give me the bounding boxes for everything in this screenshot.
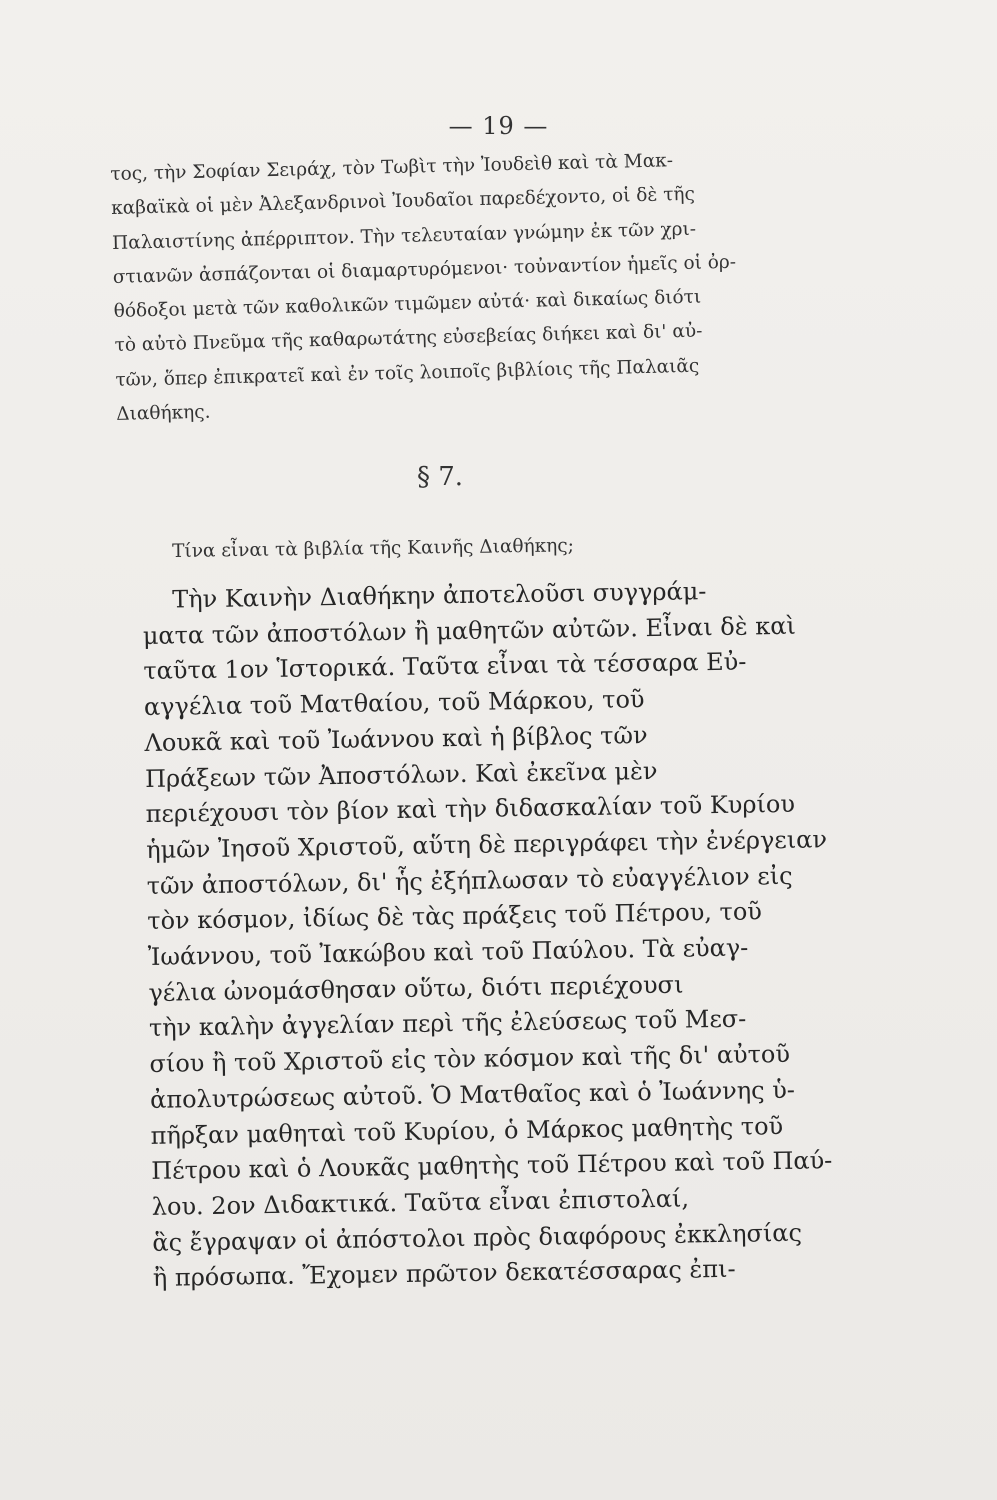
- text-line: τῶν, ὅπερ ἐπικρατεῖ καὶ ἐν τοῖς λοιποῖς βιβλίοις τῆς Παλαιᾶς: [115, 355, 700, 391]
- text-line: καβαϊκὰ οἱ μὲν Ἀλεξανδρινοὶ Ἰουδαῖοι παρεδέχοντο, οἱ δὲ τῆς: [110, 184, 696, 220]
- text-line: ἀπολυτρώσεως αὐτοῦ. Ὁ Ματθαῖος καὶ ὁ Ἰωάννης ὑ-: [149, 1075, 796, 1114]
- text-line: τὴν καλὴν ἀγγελίαν περὶ τῆς ἐλεύσεως τοῦ Μεσ-: [148, 1005, 747, 1043]
- text-line: Πέτρου καὶ ὁ Λουκᾶς μαθητὴς τοῦ Πέτρου καὶ τοῦ Παύ-: [151, 1146, 833, 1186]
- text-line: Πράξεων τῶν Ἀποστόλων. Καὶ ἐκεῖνα μὲν: [144, 756, 658, 793]
- text-line: ἢ πρόσωπα. Ἔχομεν πρῶτον δεκατέσσαρας ἐπι-: [152, 1255, 736, 1293]
- text-line: αγγέλια τοῦ Ματθαίου, τοῦ Μάρκου, τοῦ: [143, 685, 645, 722]
- page-number: — 19 —: [448, 112, 549, 140]
- text-line: ἡμῶν Ἰησοῦ Χριστοῦ, αὕτη δὲ περιγράφει τὴν ἐνέργειαν: [145, 825, 828, 864]
- text-line: Λουκᾶ καὶ τοῦ Ἰωάννου καὶ ἡ βίβλος τῶν: [144, 720, 648, 757]
- text-line: στιανῶν ἀσπάζονται οἱ διαμαρτυρόμενοι· τοὐναντίον ἡμεῖς οἱ ὀρ-: [112, 251, 737, 288]
- text-line: σίου ἢ τοῦ Χριστοῦ εἰς τὸν κόσμον καὶ τῆς δι' αὐτοῦ: [149, 1040, 791, 1079]
- text-line: Τὴν Καινὴν Διαθήκην ἀποτελοῦσι συγγράμ-: [172, 577, 707, 614]
- text-line: τος, τὴν Σοφίαν Σειράχ, τὸν Τωβὶτ τὴν Ἰουδεὶθ καὶ τὰ Μακ-: [110, 150, 674, 185]
- text-line: Διαθήκης.: [116, 401, 211, 425]
- text-line: τῶν ἀποστόλων, δι' ἧς ἐξήπλωσαν τὸ εὐαγγέλιον εἰς: [146, 861, 793, 900]
- text-line: γέλια ὠνομάσθησαν οὕτω, διότι περιέχουσι: [148, 970, 684, 1007]
- text-line: ματα τῶν ἀποστόλων ἢ μαθητῶν αὐτῶν. Εἶναι δὲ καὶ: [142, 611, 797, 650]
- text-line: τὸ αὐτὸ Πνεῦμα τῆς καθαρωτάτης εὐσεβείας διήκει καὶ δι' αὐ-: [114, 321, 703, 357]
- section-heading: § 7.: [416, 462, 464, 492]
- main-paragraph: [142, 572, 853, 1297]
- text-line: λου. 2ον Διδακτικά. Ταῦτα εἶναι ἐπιστολαί,: [151, 1184, 690, 1221]
- text-line: πῆρξαν μαθηταὶ τοῦ Κυρίου, ὁ Μάρκος μαθητὴς τοῦ: [150, 1111, 784, 1150]
- text-line: Παλαιστίνης ἀπέρριπτον. Τὴν τελευταίαν γνώμην ἐκ τῶν χρι-: [111, 218, 697, 254]
- text-line: ἃς ἔγραψαν οἱ ἀπόστολοι πρὸς διαφόρους ἐκκλησίας: [152, 1218, 803, 1257]
- top-paragraph: [110, 140, 836, 432]
- text-line: θόδοξοι μετὰ τῶν καθολικῶν τιμῶμεν αὐτά· καὶ δικαίως διότι: [113, 286, 702, 323]
- text-line: περιέχουσι τὸν βίον καὶ τὴν διδασκαλίαν τοῦ Κυρίου: [145, 789, 796, 829]
- text-line: τὸν κόσμον, ἰδίως δὲ τὰς πράξεις τοῦ Πέτρου, τοῦ: [147, 897, 763, 936]
- question-heading: Τίνα εἶναι τὰ βιβλία τῆς Καινῆς Διαθήκης;: [172, 535, 575, 562]
- text-line: ταῦτα 1ον Ἱστορικά. Ταῦτα εἶναι τὰ τέσσαρα Εὐ-: [143, 647, 747, 686]
- text-line: Ἰωάννου, τοῦ Ἰακώβου καὶ τοῦ Παύλου. Τὰ εὐαγ-: [147, 933, 749, 971]
